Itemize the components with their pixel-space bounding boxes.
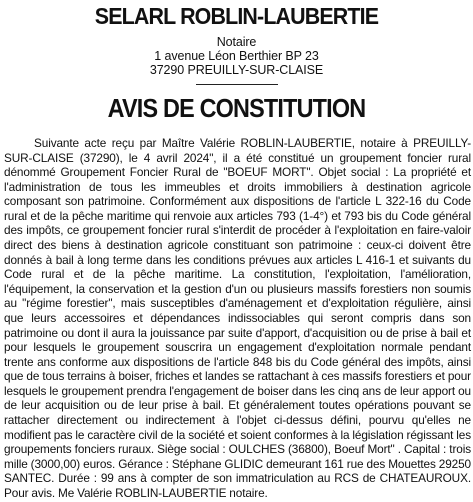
address-street: 1 avenue Léon Berthier BP 23 [154, 49, 319, 63]
notice-title: AVIS DE CONSTITUTION [107, 93, 366, 123]
notice-body: Suivante acte reçu par Maître Valérie ROBLIN-LAUBERTIE, notaire à PREUILLY-SUR-CLAISE (37290), le 4 avril 2024", il a été constitué un groupement foncier rural dénommé Groupement Foncier Rural de "BOEUF MORT". Objet social : La propriété et l'administration de tous les immeubles et droits immobiliers à destination agricole composant son patrimoine. Conformément aux dispositions de l'article L 322-16 du Code rural et de la pêche maritime qui renvoie aux articles 793 (1-4°) et 793 bis du Code général des impôts, ce groupement foncier rural s'interdit de procéder à l'exploitation en faire-valoir direct des biens à destination agricole constituant son patrimoine : ceux-ci doivent être donnés à bail à long terme dans les conditions prévues aux articles L 416-1 et suivants du Code rural et de la pêche maritime. La constitution, l'exploitation, l'amélioration, l'équipement, la conservation et la gestion d'un ou plusieurs massifs forestiers non soumis au "régime forestier", mais susceptibles d'aménagement et d'exploitation régulière, ainsi que leurs accessoires et dépendances indissociables qui seront compris dans son patrimoine ou dont il aura la jouissance par suite d'apport, d'acquisition ou de prise à bail et pour lesquels le groupement souscrira un engagement d'exploitation normale pendant trente ans conforme aux dispositions de l'article 848 bis du Code général des impôts, ainsi que de tous terrains à boiser, friches et landes se rattachant à ces massifs forestiers et pour lesquels le groupement prendra l'engagement de boiser dans les cinq ans de leur apport ou de leur acquisition ou de leur prise à bail. Et généralement toutes opérations pouvant se rattacher directement ou indirectement à l'objet ci-dessus défini, pourvu qu'elles ne modifient pas le caractère civil de la société et soient conformes à la législation régissant les groupements fonciers ruraux. Siège social : OULCHES (36800), Boeuf Mort" . Capital : trois mille (3000,00) euros. Gérance : Stéphane GLIDIC demeurant 161 rue des Mouettes 29250 SANTEC. Durée : 99 ans à compter de son immatriculation au RCS de CHATEAUROUX. Pour avis. Me Valérie ROBLIN-LAUBERTIE notaire. [4, 136, 471, 500]
divider [196, 84, 278, 85]
firm-name: SELARL ROBLIN-LAUBERTIE [94, 3, 379, 29]
address-city: 37290 PREUILLY-SUR-CLAISE [149, 63, 324, 77]
notary-role: Notaire [216, 35, 257, 49]
